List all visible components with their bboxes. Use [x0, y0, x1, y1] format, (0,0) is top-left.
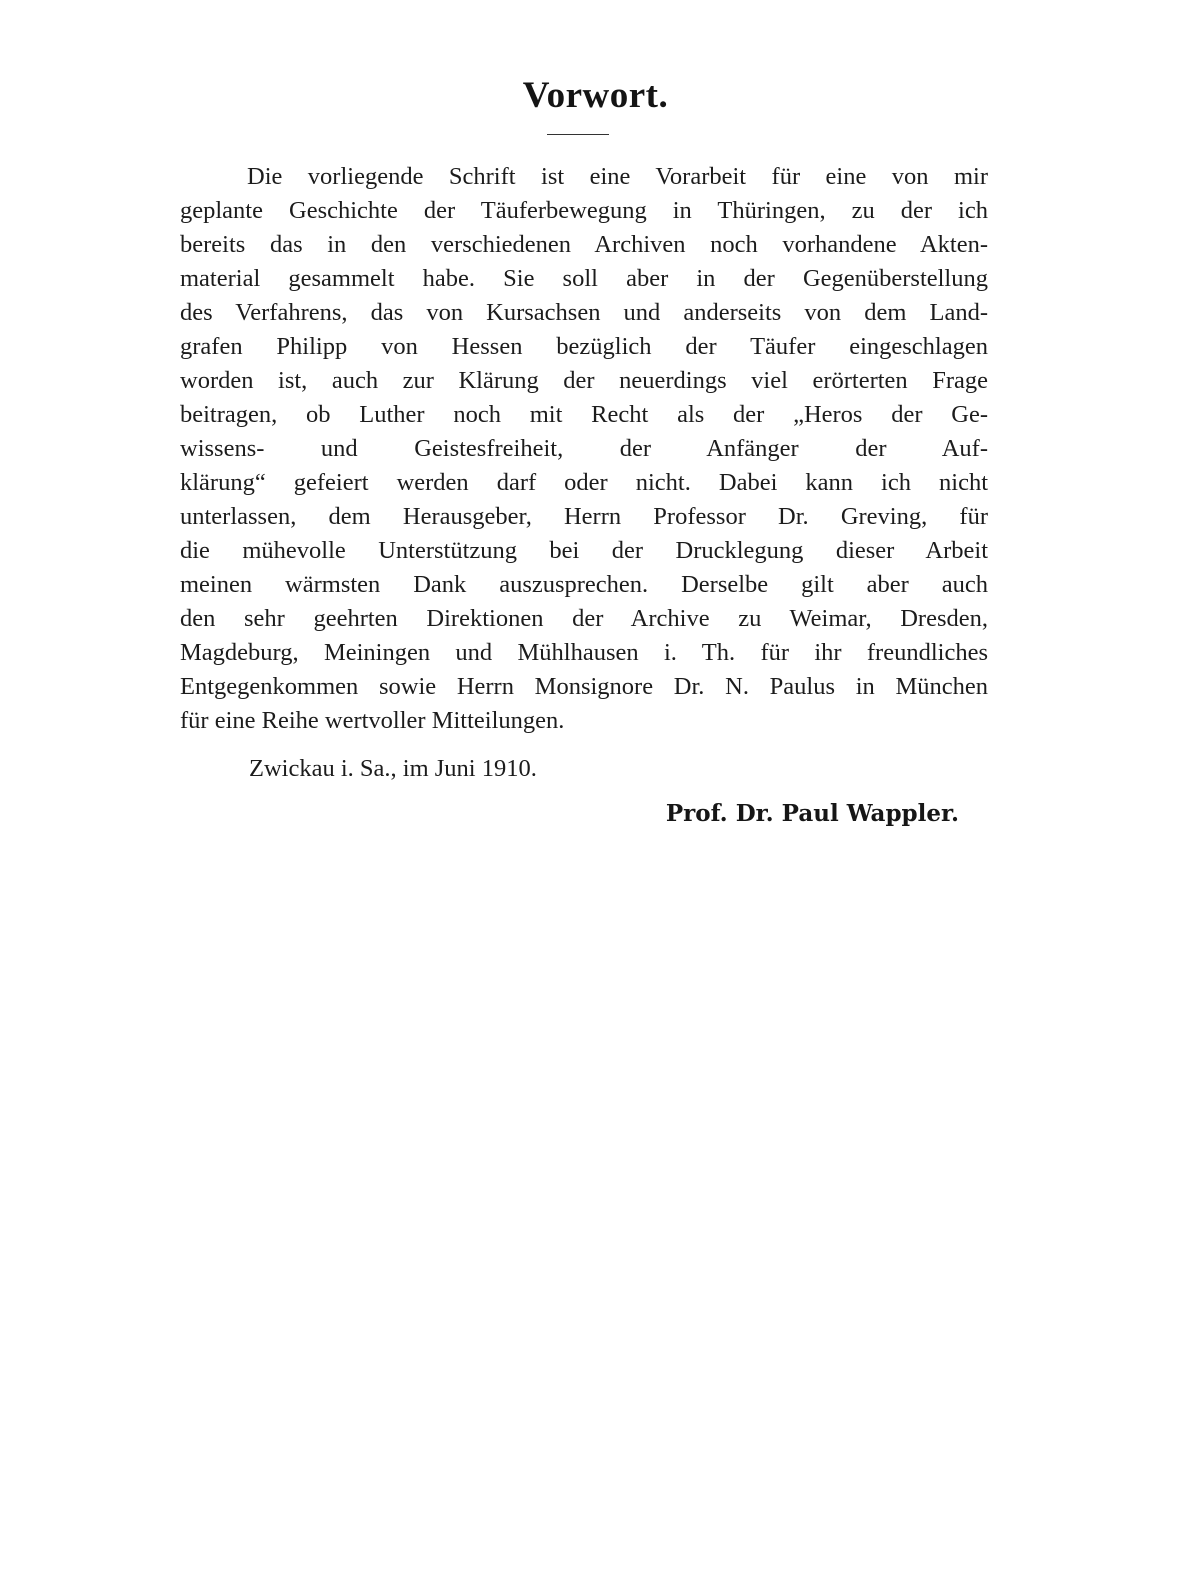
text-line: die mühevolle Unterstützung bei der Drucklegung dieser Arbeit [180, 537, 988, 564]
title-divider [547, 134, 609, 135]
author-signature: Prof. Dr. Paul Wappler. [665, 800, 959, 827]
text-line: Entgegenkommen sowie Herrn Monsignore Dr. N. Paulus in München [180, 673, 988, 700]
text-line: für eine Reihe wertvoller Mitteilungen. [180, 707, 565, 734]
text-line: worden ist, auch zur Klärung der neuerdings viel erörterten Frage [180, 367, 988, 394]
text-line: Magdeburg, Meiningen und Mühlhausen i. Th. für ihr freundliches [180, 639, 988, 666]
text-line: beitragen, ob Luther noch mit Recht als der „Heros der Ge- [180, 401, 988, 428]
text-line: grafen Philipp von Hessen bezüglich der Täufer eingeschlagen [180, 333, 988, 360]
preface-body [180, 160, 988, 738]
text-line: meinen wärmsten Dank auszusprechen. Derselbe gilt aber auch [180, 571, 988, 598]
text-line: material gesammelt habe. Sie soll aber in der Gegenüberstellung [180, 265, 988, 292]
text-line: klärung“ gefeiert werden darf oder nicht. Dabei kann ich nicht [180, 469, 988, 496]
text-line: des Verfahrens, das von Kursachsen und anderseits von dem Land- [180, 299, 988, 326]
page-title: Vorwort. [522, 75, 669, 116]
text-line: bereits das in den verschiedenen Archiven noch vorhandene Akten- [180, 231, 988, 258]
text-line: wissens- und Geistesfreiheit, der Anfänger der Auf- [180, 435, 988, 462]
text-line: unterlassen, dem Herausgeber, Herrn Professor Dr. Greving, für [180, 503, 988, 530]
place-date: Zwickau i. Sa., im Juni 1910. [249, 755, 537, 782]
text-line: geplante Geschichte der Täuferbewegung in Thüringen, zu der ich [180, 197, 988, 224]
text-line: den sehr geehrten Direktionen der Archive zu Weimar, Dresden, [180, 605, 988, 632]
text-line: Die vorliegende Schrift ist eine Vorarbeit für eine von mir [247, 163, 988, 190]
